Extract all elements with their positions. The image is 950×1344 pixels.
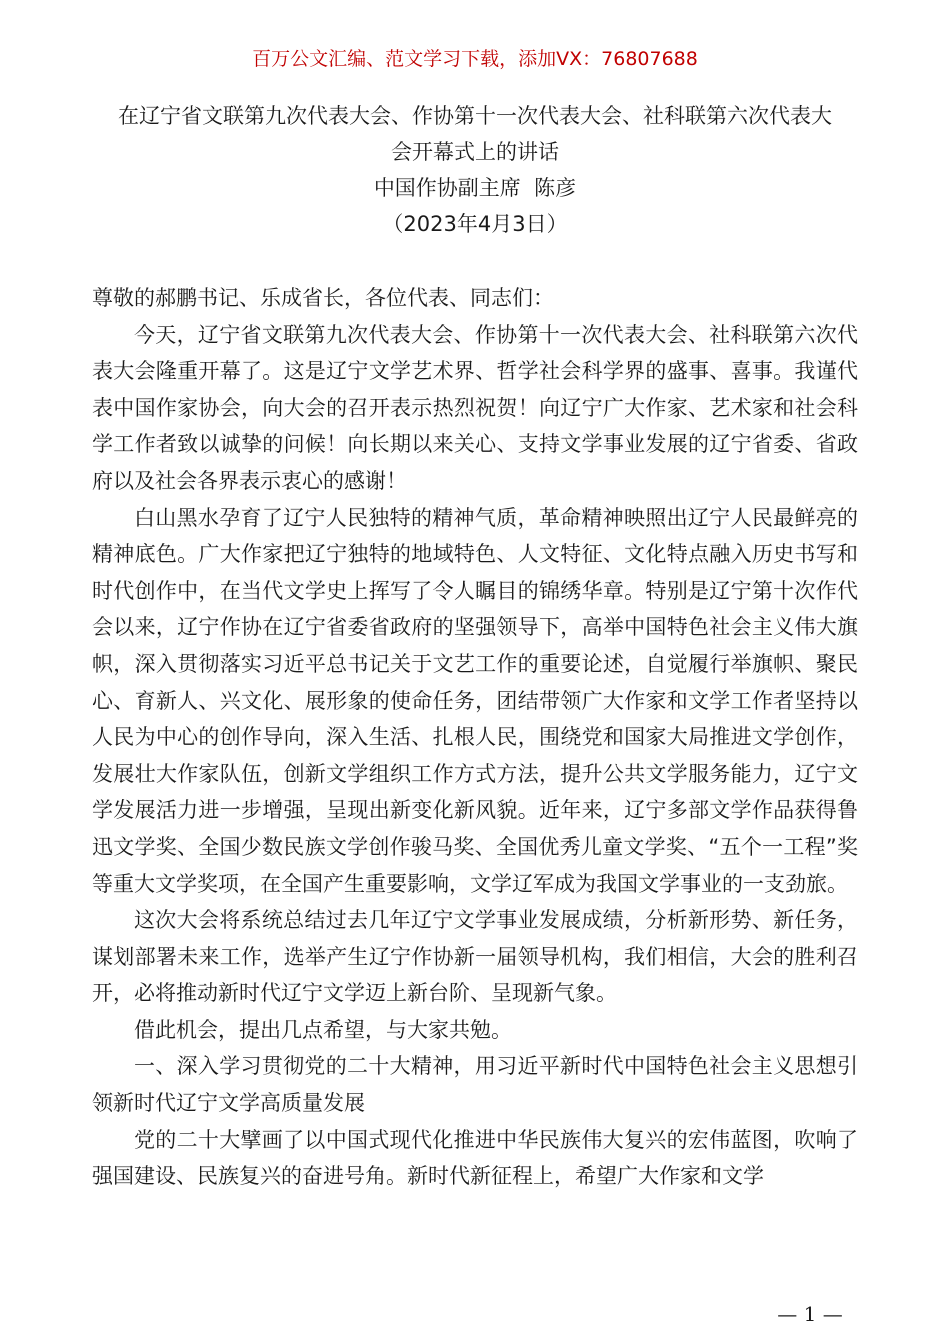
paragraph-1: 今天，辽宁省文联第九次代表大会、作协第十一次代表大会、社科联第六次代表大会隆重开幕了。这是辽宁文学艺术界、哲学社会科学界的盛事、喜事。我谨代表中国作家协会，向大会的召开表示热烈祝贺！向辽宁广大作家、艺术家和社会科学工作者致以诚挚的问候！向长期以来关心、支持文学事业发展的辽宁省委、省政府以及社会各界表示衷心的感谢！ <box>92 322 858 493</box>
paragraph-3: 这次大会将系统总结过去几年辽宁文学事业发展成绩，分析新形势、新任务，谋划部署未来工作，选举产生辽宁作协新一届领导机构，我们相信，大会的胜利召开，必将推动新时代辽宁文学迈上新台阶、呈现新气象。 <box>92 908 858 1006</box>
document-body <box>92 280 858 1195</box>
section-heading-1: 一、深入学习贯彻党的二十大精神，用习近平新时代中国特色社会主义思想引领新时代辽宁文学高质量发展 <box>92 1054 858 1116</box>
paragraph-2: 白山黑水孕育了辽宁人民独特的精神气质，革命精神映照出辽宁人民最鲜亮的精神底色。广大作家把辽宁独特的地域特色、人文特征、文化特点融入历史书写和时代创作中，在当代文学史上挥写了令人瞩目的锦绣华章。特别是辽宁第十次作代会以来，辽宁作协在辽宁省委省政府的坚强领导下，高举中国特色社会主义伟大旗帜，深入贯彻落实习近平总书记关于文艺工作的重要论述，自觉履行举旗帜、聚民心、育新人、兴文化、展形象的使命任务，团结带领广大作家和文学工作者坚持以人民为中心的创作导向，深入生活、扎根人民，围绕党和国家大局推进文学创作，发展壮大作家队伍，创新文学组织工作方式方法，提升公共文学服务能力，辽宁文学发展活力进一步增强，呈现出新变化新风貌。近年来，辽宁多部文学作品获得鲁迅文学奖、全国少数民族文学创作骏马奖、全国优秀儿童文学奖、“五个一工程”奖等重大文学奖项，在全国产生重要影响，文学辽军成为我国文学事业的一支劲旅。 <box>92 505 858 896</box>
title-line-1: 在辽宁省文联第九次代表大会、作协第十一次代表大会、社科联第六次代表大 <box>118 104 832 128</box>
header-banner: 百万公文汇编、范文学习下载，添加VX：76807688 <box>252 48 698 70</box>
salutation: 尊敬的郝鹏书记、乐成省长，各位代表、同志们： <box>92 286 554 310</box>
paragraph-5: 党的二十大擘画了以中国式现代化推进中华民族伟大复兴的宏伟蓝图，吹响了强国建设、民族复兴的奋进号角。新时代新征程上，希望广大作家和文学 <box>92 1127 858 1189</box>
document-title <box>92 98 858 242</box>
title-line-2: 会开幕式上的讲话 <box>391 140 559 164</box>
author-line: 中国作协副主席 陈彦 <box>373 176 577 200</box>
paragraph-4: 借此机会，提出几点希望，与大家共勉。 <box>134 1017 512 1042</box>
date-line: （2023年4月3日） <box>382 212 568 236</box>
page-number: — 1 — <box>777 1302 843 1326</box>
